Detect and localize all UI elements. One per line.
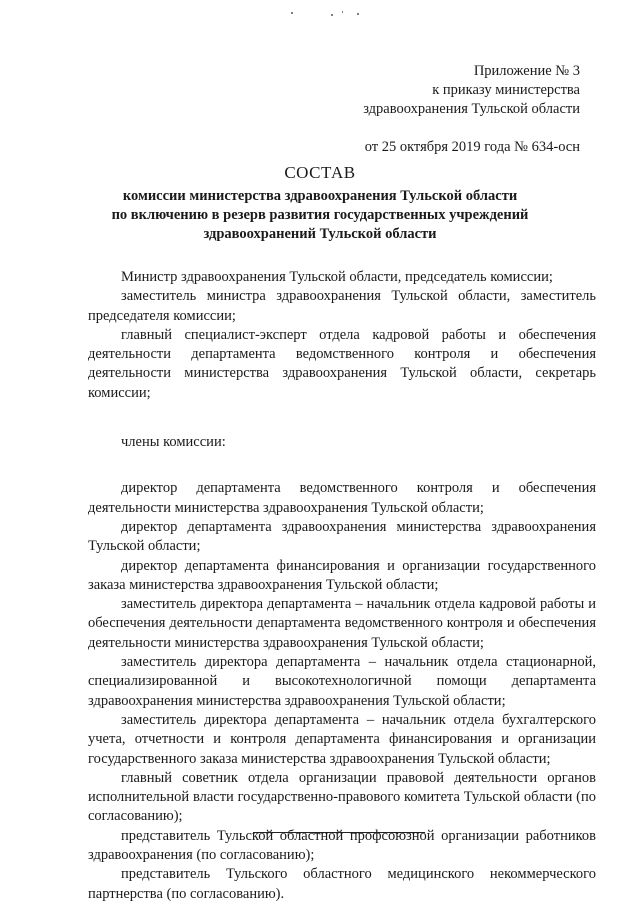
commission-deputy-chair: заместитель министра здравоохранения Тульской области, заместитель председателя комиссии; xyxy=(88,288,596,324)
end-divider xyxy=(253,832,425,833)
member-item: директор департамента финансирования и организации государственного заказа министерства здравоохранения Тульской области; xyxy=(88,557,596,593)
title-heading: СОСТАВ xyxy=(284,163,356,182)
scan-speck xyxy=(357,13,359,15)
member-item: представитель Тульского областного медицинского некоммерческого партнерства (по согласованию). xyxy=(88,866,596,902)
member-item: представитель Тульской областной профсоюзной организации работников здравоохранения (по согласованию); xyxy=(88,827,596,864)
commission-composition xyxy=(88,268,596,904)
annex-ministry: здравоохранения Тульской области xyxy=(363,101,580,117)
title-subheading-line: по включению в резерв развития государственных учреждений xyxy=(111,207,529,223)
title-subheading-line: комиссии министерства здравоохранения Тульской области xyxy=(122,188,518,204)
member-item: заместитель директора департамента – начальник отдела бухгалтерского учета, отчетности и контроля департамента финансирования и организации государственного заказа министерства здравоохранения Тульской области; xyxy=(88,711,596,767)
document-title xyxy=(80,162,560,244)
annex-header xyxy=(320,62,580,157)
member-item: заместитель директора департамента – начальник отдела кадровой работы и обеспечения деятельности департамента ведомственного контроля и обеспечения деятельности министерства здравоохранения Тульской области; xyxy=(88,596,596,651)
commission-secretary: главный специалист-эксперт отдела кадровой работы и обеспечения деятельности департамента ведомственного контроля и обеспечения деятельности министерства здравоохранения Тульской области, секретарь комиссии; xyxy=(88,326,596,401)
member-item: главный советник отдела организации правовой деятельности органов исполнительной власти государственно-правового комитета Тульской области (по согласованию); xyxy=(88,769,596,825)
members-heading: члены комиссии: xyxy=(121,434,226,451)
commission-chair: Министр здравоохранения Тульской области, председатель комиссии; xyxy=(121,269,553,285)
title-subheading-line: здравоохранений Тульской области xyxy=(203,226,437,242)
scan-speck xyxy=(342,11,343,13)
member-item: заместитель директора департамента – начальник отдела стационарной, специализированной и высокотехнологичной помощи департамента здравоохранения министерства здравоохранения Тульской области; xyxy=(88,654,596,709)
member-item: директор департамента здравоохранения министерства здравоохранения Тульской области; xyxy=(88,518,596,555)
annex-number: Приложение № 3 xyxy=(473,63,580,79)
annex-order-ref: к приказу министерства xyxy=(432,82,580,98)
annex-date: от 25 октября 2019 года № 634-осн xyxy=(364,139,580,155)
member-item: директор департамента ведомственного контроля и обеспечения деятельности министерства здравоохранения Тульской области; xyxy=(88,480,596,516)
scan-speck xyxy=(291,12,293,14)
scan-speck xyxy=(331,14,333,16)
